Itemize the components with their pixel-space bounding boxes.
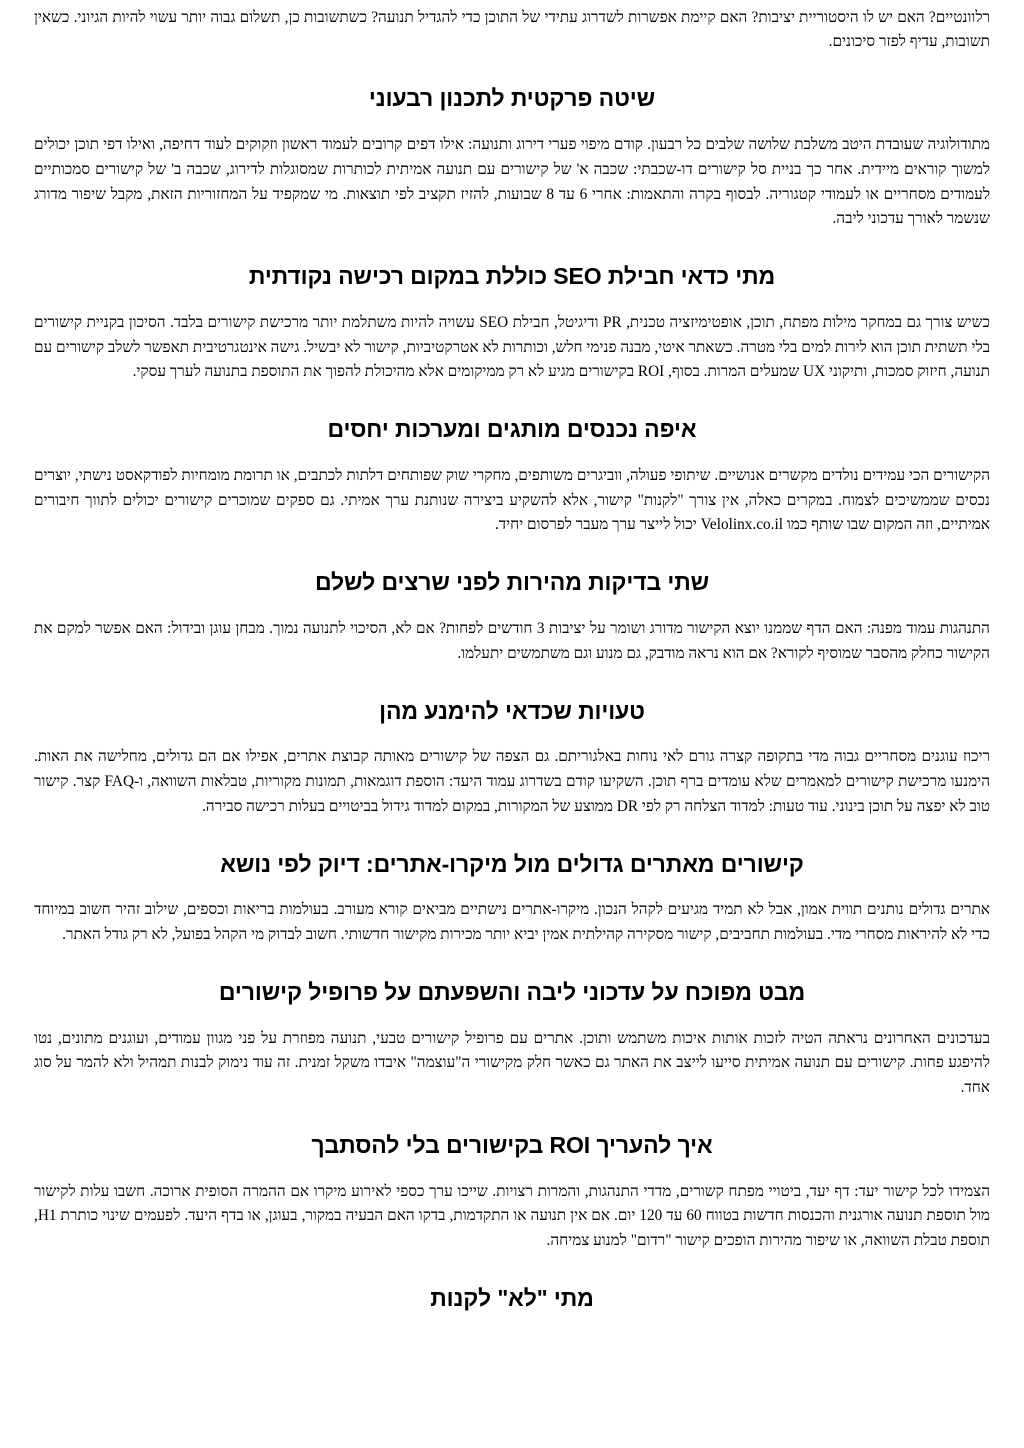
section-big-vs-micro-sites bbox=[30, 850, 994, 948]
section-paragraph: בעדכונים האחרונים נראתה הטיה לזכות אותות איכות משתמש ותוכן. אתרים עם פרופיל קישורים טבעי, תנועה מפוזרת על פני מגוון עמודים, ועוגנים מתונים, נטו להיפגע פחות. קישורים עם תנועה אמיתית סייעו לייצב את האתר גם כאשר חלק מקישורי ה"עוצמה" איבדו משקל זמנית. זה עוד נימוק לבנות תמהיל ולא להמר על סוג אחד. bbox=[34, 1029, 990, 1097]
section-paragraph: ריכוז עוגנים מסחריים גבוה מדי בתקופה קצרה גורם לאי נוחות באלגוריתם. גם הצפה של קישורים מאותה קבוצת אתרים, אפילו אם הם גדולים, מחלישה את האות. הימנעו מרכישת קישורים למאמרים שלא עומדים ברף תוכן. השקיעו קודם בשדרוג עמוד היעד: הוספת דוגמאות, תמונות מקוריות, טבלאות השוואה, ו-FAQ קצר. קישור טוב לא יפצה על תוכן בינוני. עוד טעות: למדוד הצלחה רק לפי DR ממוצע של המקורות, במקום למדוד גידול בביטויים בעלות רכישה סבירה. bbox=[34, 748, 990, 815]
section-quick-checks bbox=[30, 568, 994, 666]
intro-paragraph: רלוונטיים? האם יש לו היסטוריית יציבות? האם קיימת אפשרות לשדרוג עתידי של התוכן כדי להגדיל תנועה? כשתשובות כן, תשלום גבוה יותר עשוי להיות הגיוני. כשאין תשובות, עדיף לפזר סיכונים. bbox=[34, 9, 990, 51]
section-roi bbox=[30, 1131, 994, 1254]
section-heading: שיטה פרקטית לתכנון רבעוני bbox=[368, 85, 656, 112]
section-paragraph: התנהגות עמוד מפנה: האם הדף שממנו יוצא הקישור מדורג ושומר על יציבות 3 חודשים לפחות? אם לא, הסיכוי לתנועה נמוך. מבחן עוגן ובידול: האם אפשר למקם את הקישור כחלק מהסבר שמוסיף לקורא? אם הוא נראה מודבק, גם מנוע וגם משתמשים יתעלמו. bbox=[34, 619, 990, 662]
section-heading: שתי בדיקות מהירות לפני שרצים לשלם bbox=[314, 569, 710, 596]
section-paragraph: מתודולוגיה שעובדת היטב משלבת שלושה שלבים כל רבעון. קודם מיפוי פערי דירוג ותנועה: אילו דפים קרובים לעמוד ראשון וזקוקים לעוד דחיפה, ואילו דפי תוכן יכולים למשוך קוראים מיידית. אחר כך בניית סל קישורים דו-שכבתי: שכבה א' של קישורים עם תנועה אמיתית לכותרות שמסוגלות לדירוג, שכבה ב' של קישורים סמכותיים לעמודים מסחריים או לעמודי קטגוריה. לבסוף בקרה והתאמות: אחרי 6 עד 8 שבועות, להזיז תקציב לפי תוצאות. מי שמקפיד על המחזוריות הזאת, מקבל שיפור מדורג שנשמר לאורך עדכוני ליבה. bbox=[34, 136, 990, 228]
section-when-not-to-buy bbox=[30, 1284, 994, 1313]
section-paragraph: כשיש צורך גם במחקר מילות מפתח, תוכן, אופטימיזציה טכנית, PR ודיגיטל, חבילת SEO עשויה להיות משתלמת יותר מרכישת קישורים בלבד. הסיכון בקניית קישורים בלי תשתית תוכן הוא לירות למים בלי מטרה. כשאתר איטי, מבנה פנימי חלש, וכותרות לא אטרקטיביות, קישור לא יבשיל. גישה אינטגרטיבית תאפשר לשלב קישורים עם תנועה, חיזוק סמכות, ותיקוני UX שמעלים המרות. בסוף, ROI בקישורים מגיע לא רק ממיקומים אלא מהיכולת להפוך את התוספת בתנועה לערך עסקי. bbox=[34, 313, 990, 381]
section-mistakes bbox=[30, 697, 994, 820]
section-paragraph: הקישורים הכי עמידים נולדים מקשרים אנושיים. שיתופי פעולה, ווביגרים משותפים, מחקרי שוק שפותחים דלתות לכתבים, או תרומת מומחיות לפודקאסט נישתי, יוצרים נכסים שממשיכים לצמוח. במקרים כאלה, אין צורך "לקנות" קישור, אלא להשקיע ביצירה שנותנת ערך אמיתי. גם ספקים שמוכרים קישורים יכולים לתווך חיבורים אמיתיים, וזה המקום שבו שותף כמו Velolinx.co.il יכול לייצר ערך מעבר לפרסום יחיד. bbox=[34, 466, 990, 534]
section-heading: קישורים מאתרים גדולים מול מיקרו-אתרים: דיוק לפי נושא bbox=[220, 850, 804, 877]
section-paragraph: הצמידו לכל קישור יעד: דף יעד, ביטויי מפתח קשורים, מדדי התנהגות, והמרות רצויות. שייכו ערך כספי לאירוע מיקרו אם ההמרה הסופית ארוכה. חשבו עלות לקישור מול תוספת תנועה אורגנית והכנסות חדשות בטווח 60 עד 120 יום. אם אין תנועה או התקדמות, בדקו האם הבעיה במקור, בעוגן, או בדף היעד. לפעמים שינוי כותרת H1, תוספת טבלת השוואה, או שיפור מהירות הופכים קישור "רדום" למנוע צמיחה. bbox=[34, 1182, 991, 1250]
section-heading: איפה נכנסים מותגים ומערכות יחסים bbox=[327, 416, 697, 443]
section-paragraph: אתרים גדולים נותנים תווית אמון, אבל לא תמיד מגיעים לקהל הנכון. מיקרו-אתרים נישתיים מביאים קורא מעורב. בעולמות בריאות וכספים, שילוב זהיר חשוב במיוחד כדי לא להיראות מסחרי מדי. בעולמות תחביבים, קישור מסקירה קהילתית אמין יביא יותר מכירות מקישור חדשותי. חשוב לבדוק מי הקהל בפועל, לא רק גודל האתר. bbox=[34, 901, 990, 944]
section-brands-relationships bbox=[30, 415, 994, 538]
section-planning bbox=[30, 84, 994, 232]
section-seo-package bbox=[30, 262, 994, 385]
section-core-updates bbox=[30, 978, 994, 1101]
section-heading: מתי "לא" לקנות bbox=[430, 1284, 594, 1311]
section-heading: טעויות שכדאי להימנע מהן bbox=[379, 697, 645, 724]
section-heading: מתי כדאי חבילת SEO כוללת במקום רכישה נקודתית bbox=[248, 263, 776, 290]
section-heading: מבט מפוכח על עדכוני ליבה והשפעתם על פרופיל קישורים bbox=[218, 978, 806, 1005]
section-heading: איך להעריך ROI בקישורים בלי להסתבך bbox=[311, 1131, 713, 1158]
